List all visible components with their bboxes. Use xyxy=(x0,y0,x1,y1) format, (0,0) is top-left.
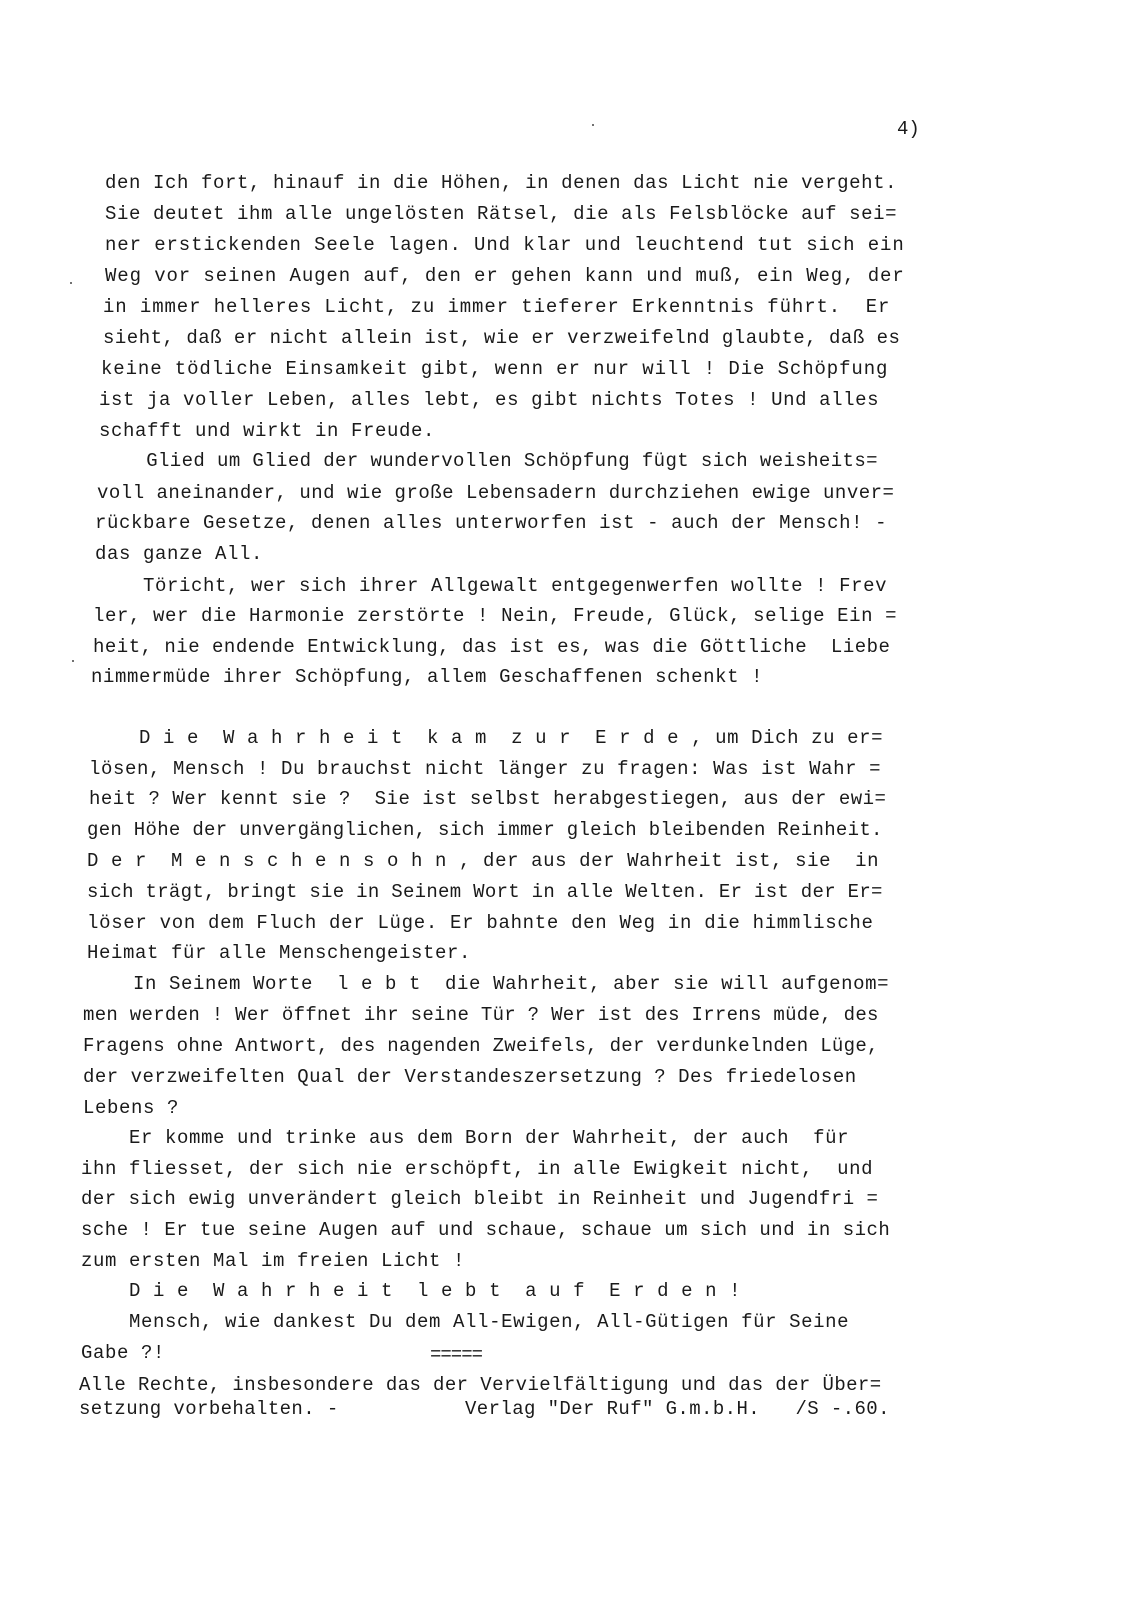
text-line: ler, wer die Harmonie zerstörte ! Nein, Freude, Glück, selige Ein = xyxy=(93,605,898,627)
text-line: Lebens ? xyxy=(83,1097,180,1119)
text-line: D i e W a h r h e i t k a m z u r E r d e , um Dich zu er= xyxy=(91,727,884,749)
text-line: der sich ewig unverändert gleich bleibt in Reinheit und Jugendfri = xyxy=(81,1188,879,1210)
page-number: 4) xyxy=(897,118,920,140)
text-line: schafft und wirkt in Freude. xyxy=(99,420,436,442)
text-line: D e r M e n s c h e n s o h n , der aus der Wahrheit ist, sie in xyxy=(87,850,880,872)
text-line: Mensch, wie dankest Du dem All-Ewigen, All-Gütigen für Seine xyxy=(81,1311,850,1333)
text-line: gen Höhe der unvergänglichen, sich immer gleich bleibenden Reinheit. xyxy=(87,819,883,841)
footer-rights-line: Alle Rechte, insbesondere das der Vervielfältigung und das der Über= xyxy=(79,1374,882,1396)
text-line: ner erstickenden Seele lagen. Und klar und leuchtend tut sich ein xyxy=(105,234,905,256)
text-line: das ganze All. xyxy=(95,543,264,565)
text-line: ist ja voller Leben, alles lebt, es gibt nichts Totes ! Und alles xyxy=(99,389,880,411)
text-line: löser von dem Fluch der Lüge. Er bahnte den Weg in die himmlische xyxy=(87,912,874,934)
footer-rights-line-2: setzung vorbehalten. - xyxy=(79,1398,339,1420)
text-line: keine tödliche Einsamkeit gibt, wenn er nur will ! Die Schöpfung xyxy=(101,358,889,380)
text-line: in immer helleres Licht, zu immer tieferer Erkenntnis führt. Er xyxy=(103,296,891,318)
scan-speck xyxy=(72,660,74,662)
text-line: Gabe ?! xyxy=(81,1342,166,1364)
text-line: heit, nie endende Entwicklung, das ist es, was die Göttliche Liebe xyxy=(93,636,891,658)
section-divider: ===== xyxy=(430,1344,483,1366)
text-line: sche ! Er tue seine Augen auf und schaue, schaue um sich und in sich xyxy=(81,1219,891,1241)
footer-publisher: Verlag "Der Ruf" G.m.b.H. /S -.60. xyxy=(465,1398,890,1420)
text-line: D i e W a h r h e i t l e b t a u f E r d e n ! xyxy=(81,1280,742,1302)
text-line: ihn fliesset, der sich nie erschöpft, in alle Ewigkeit nicht, und xyxy=(81,1158,874,1180)
text-line: sich trägt, bringt sie in Seinem Wort in alle Welten. Er ist der Er= xyxy=(87,881,883,903)
text-line: heit ? Wer kennt sie ? Sie ist selbst herabgestiegen, aus der ewi= xyxy=(89,788,887,810)
text-line: men werden ! Wer öffnet ihr seine Tür ? Wer ist des Irrens müde, des xyxy=(83,1004,879,1026)
scan-speck xyxy=(592,124,594,126)
text-line: der verzweifelten Qual der Verstandeszersetzung ? Des friedelosen xyxy=(83,1066,857,1088)
text-line: Fragens ohne Antwort, des nagenden Zweifels, der verdunkelnden Lüge, xyxy=(83,1035,879,1057)
text-line: voll aneinander, und wie große Lebensadern durchziehen ewige unver= xyxy=(97,482,895,504)
text-line: Heimat für alle Menschengeister. xyxy=(87,942,472,964)
text-line: Er komme und trinke aus dem Born der Wahrheit, der auch für xyxy=(81,1127,850,1149)
text-line: zum ersten Mal im freien Licht ! xyxy=(81,1250,466,1272)
text-line: Sie deutet ihm alle ungelösten Rätsel, die als Felsblöcke auf sei= xyxy=(105,203,898,225)
text-line: lösen, Mensch ! Du brauchst nicht länger zu fragen: Was ist Wahr = xyxy=(89,758,882,780)
scan-speck xyxy=(70,282,72,284)
text-line: den Ich fort, hinauf in die Höhen, in denen das Licht nie vergeht. xyxy=(105,172,898,194)
text-line: sieht, daß er nicht allein ist, wie er verzweifelnd glaubte, daß es xyxy=(103,327,901,349)
text-line: rückbare Gesetze, denen alles unterworfen ist - auch der Mensch! - xyxy=(95,512,888,534)
text-line: Töricht, wer sich ihrer Allgewalt entgegenwerfen wollte ! Frev xyxy=(95,575,888,597)
text-line: In Seinem Worte l e b t die Wahrheit, aber sie will aufgenom= xyxy=(85,973,890,995)
text-line: Weg vor seinen Augen auf, den er gehen kann und muß, ein Weg, der xyxy=(105,265,905,287)
text-line: Glied um Glied der wundervollen Schöpfung fügt sich weisheits= xyxy=(99,450,878,472)
text-line: nimmermüde ihrer Schöpfung, allem Geschaffenen schenkt ! xyxy=(91,666,764,688)
